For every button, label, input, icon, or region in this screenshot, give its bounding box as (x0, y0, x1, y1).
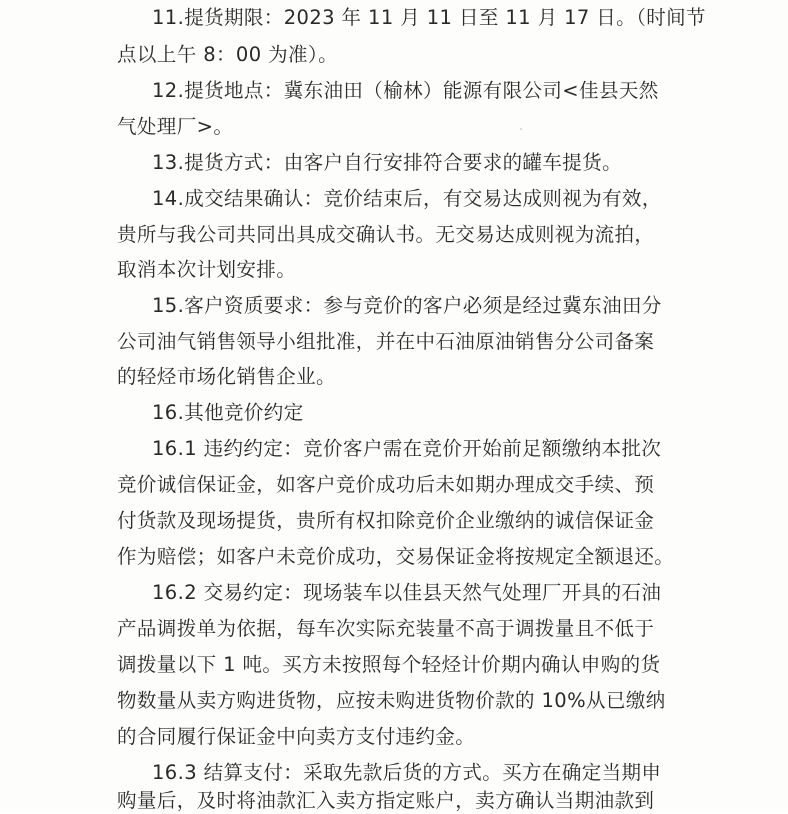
text-line: 13.提货方式：由客户自行安排符合要求的罐车提货。 (152, 151, 623, 174)
section-heading: 16.其他竞价约定 (152, 401, 304, 424)
text-line: 竞价诚信保证金，如客户竞价成功后未如期办理成交手续、预 (117, 473, 655, 496)
text-line: 贵所与我公司共同出具成交确认书。无交易达成则视为流拍， (117, 223, 655, 246)
text-line: 调拨量以下 1 吨。买方未按照每个轻烃计价期内确认申购的货 (117, 653, 661, 676)
text-line: 11.提货期限：2023 年 11 月 11 日至 11 月 17 日。（时间节 (152, 6, 706, 29)
text-line: 16.2 交易约定：现场装车以佳县天然气处理厂开具的石油 (152, 581, 662, 604)
text-line: 点以上午 8：00 为准）。 (117, 43, 338, 66)
text-line: 作为赔偿；如客户未竞价成功，交易保证金将按规定全额退还。 (117, 545, 675, 568)
text-line: 的轻烃市场化销售企业。 (117, 365, 336, 388)
text-line: 16.3 结算支付：采取先款后货的方式。买方在确定当期申 (152, 761, 662, 784)
text-line: 14.成交结果确认：竞价结束后，有交易达成则视为有效， (152, 187, 662, 210)
text-line: 16.1 违约约定：竞价客户需在竞价开始前足额缴纳本批次 (152, 437, 662, 460)
scan-speck (520, 128, 522, 130)
text-line: 15.客户资质要求：参与竞价的客户必须是经过冀东油田分 (152, 294, 662, 317)
text-line: 物数量从卖方购进货物，应按未购进货物价款的 10%从已缴纳 (117, 689, 666, 712)
text-line: 取消本次计划安排。 (117, 258, 297, 281)
text-line: 的合同履行保证金中向卖方支付违约金。 (117, 725, 476, 748)
text-line: 产品调拨单为依据，每车次实际充装量不高于调拨量且不低于 (117, 617, 655, 640)
text-line: 付货款及现场提货，贵所有权扣除竞价企业缴纳的诚信保证金 (117, 509, 655, 532)
text-line: 12.提货地点：冀东油田（榆林）能源有限公司<佳县天然 (152, 79, 659, 102)
text-line: 购量后，及时将油款汇入卖方指定账户，卖方确认当期油款到 (117, 789, 655, 812)
text-line: 气处理厂>。 (117, 115, 234, 138)
text-line: 公司油气销售领导小组批准，并在中石油原油销售分公司备案 (117, 330, 655, 353)
